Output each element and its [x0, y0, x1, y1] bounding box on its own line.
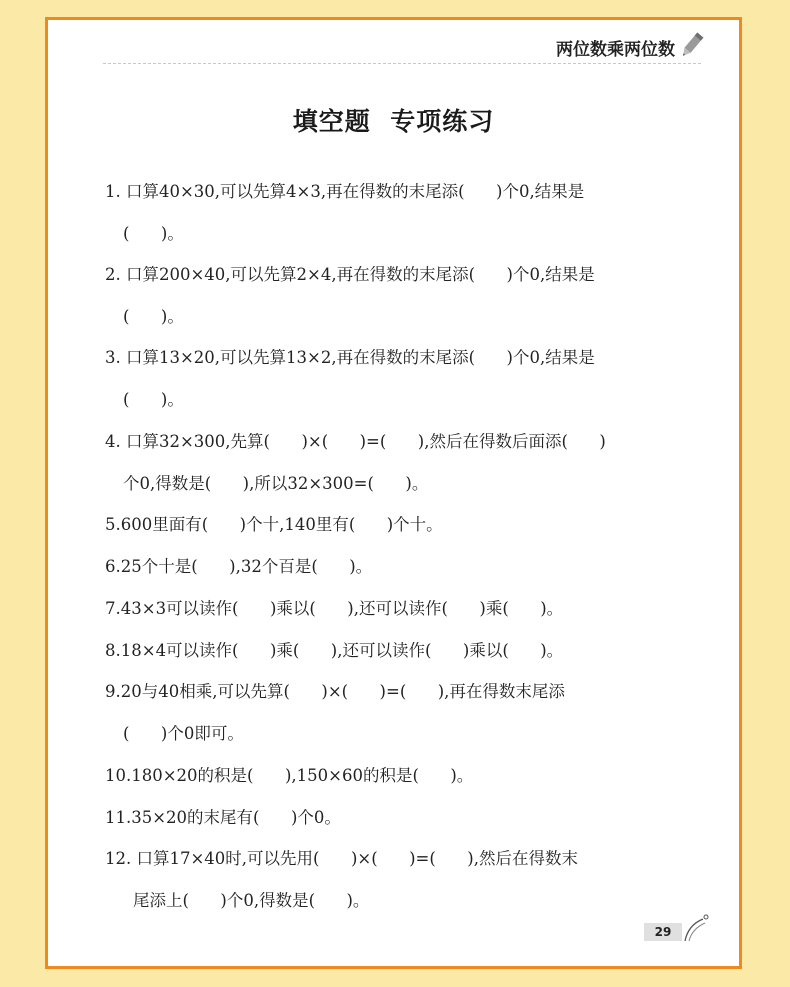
- question-4: 4. 口算32×300,先算( )×( )=( ),然后在得数后面添( ): [105, 432, 606, 451]
- question-12: 12. 口算17×40时,可以先用( )×( )=( ),然后在得数末: [105, 849, 578, 868]
- page-corner-decoration-icon: [681, 913, 711, 943]
- chapter-title: 两位数乘两位数: [556, 40, 675, 60]
- question-5: 5.600里面有( )个十,140里有( )个十。: [105, 515, 443, 534]
- question-1: 1. 口算40×30,可以先算4×3,再在得数的末尾添( )个0,结果是: [105, 182, 585, 201]
- question-3: 3. 口算13×20,可以先算13×2,再在得数的末尾添( )个0,结果是: [105, 348, 595, 367]
- question-3-continued: ( )。: [123, 390, 184, 409]
- question-6: 6.25个十是( ),32个百是( )。: [105, 557, 373, 576]
- question-4-continued: 个0,得数是( ),所以32×300=( )。: [123, 474, 429, 493]
- question-12-continued: 尾添上( )个0,得数是( )。: [133, 891, 370, 910]
- question-8: 8.18×4可以读作( )乘( ),还可以读作( )乘以( )。: [105, 641, 564, 660]
- question-9: 9.20与40相乘,可以先算( )×( )=( ),再在得数末尾添: [105, 682, 565, 701]
- question-11: 11.35×20的末尾有( )个0。: [105, 808, 341, 827]
- question-2-continued: ( )。: [123, 307, 184, 326]
- question-10: 10.180×20的积是( ),150×60的积是( )。: [105, 766, 474, 785]
- question-7: 7.43×3可以读作( )乘以( ),还可以读作( )乘( )。: [105, 599, 564, 618]
- worksheet-title: 填空题 专项练习: [292, 107, 495, 136]
- pencil-icon: [679, 30, 705, 60]
- worksheet-page: [45, 17, 742, 969]
- question-9-continued: ( )个0即可。: [123, 724, 244, 743]
- page-number: 29: [644, 923, 682, 941]
- question-2: 2. 口算200×40,可以先算2×4,再在得数的末尾添( )个0,结果是: [105, 265, 595, 284]
- question-1-continued: ( )。: [123, 224, 184, 243]
- page-header: [103, 29, 701, 64]
